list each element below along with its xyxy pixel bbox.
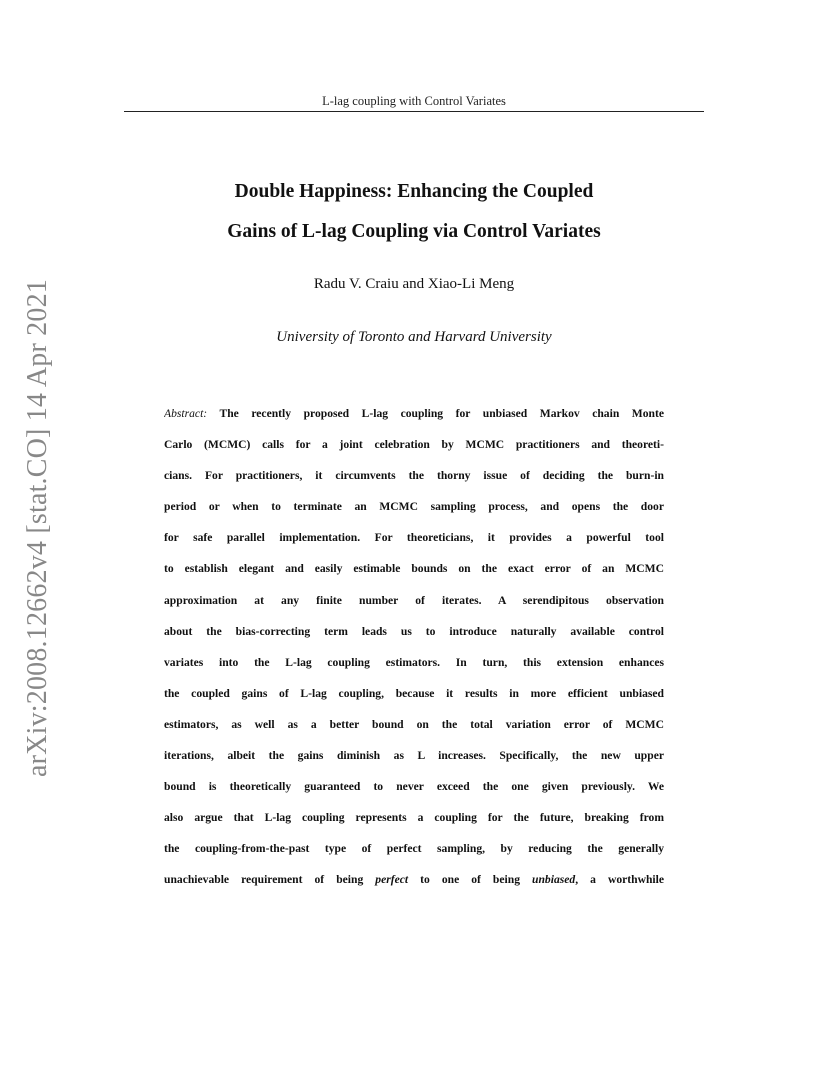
abstract	[164, 398, 664, 896]
abstract-line-text: The recently proposed L-lag coupling for unbiased Markov chain Monte	[219, 407, 664, 420]
title-line-2: Gains of L-lag Coupling via Control Variates	[227, 221, 601, 242]
abstract-line: estimators, as well as a better bound on the total variation error of MCMC	[164, 717, 664, 731]
abstract-emph-perfect: perfect	[375, 873, 409, 887]
abstract-line: iterations, albeit the gains diminish as L increases. Specifically, the new upper	[164, 749, 664, 763]
abstract-line	[164, 398, 664, 429]
abstract-line: period or when to terminate an MCMC sampling process, and opens the door	[164, 500, 664, 514]
arxiv-identifier: arXiv:2008.12662v4 [stat.CO] 14 Apr 2021	[22, 279, 53, 777]
abstract-last-part-3: , a worthwhile	[575, 873, 664, 887]
abstract-line: to establish elegant and easily estimable bounds on the exact error of an MCMC	[164, 562, 664, 576]
abstract-line-last	[164, 864, 664, 895]
header-rule	[124, 111, 704, 112]
abstract-line: the coupled gains of L-lag coupling, because it results in more efficient unbiased	[164, 686, 664, 700]
authors: Radu V. Craiu and Xiao-Li Meng	[313, 276, 515, 292]
abstract-lead: Abstract:	[164, 407, 208, 420]
paper-title	[124, 172, 704, 252]
abstract-last-part-2: to one of being	[408, 873, 533, 887]
abstract-line: also argue that L-lag coupling represents a coupling for the future, breaking from	[164, 811, 664, 825]
abstract-line: about the bias-correcting term leads us to introduce naturally available control	[164, 624, 664, 638]
abstract-line: Carlo (MCMC) calls for a joint celebration by MCMC practitioners and theoreti-	[164, 438, 664, 452]
title-line-1: Double Happiness: Enhancing the Coupled	[234, 181, 594, 202]
affiliation: University of Toronto and Harvard University	[276, 329, 552, 345]
abstract-last-part-1: unachievable requirement of being	[164, 873, 376, 887]
abstract-line: cians. For practitioners, it circumvents the thorny issue of deciding the burn-in	[164, 469, 664, 483]
abstract-line: for safe parallel implementation. For theoreticians, it provides a powerful tool	[164, 531, 664, 545]
abstract-line: approximation at any finite number of iterates. A serendipitous observation	[164, 593, 664, 607]
abstract-line: bound is theoretically guaranteed to never exceed the one given previously. We	[164, 780, 664, 794]
running-header: L-lag coupling with Control Variates	[322, 94, 506, 108]
abstract-line: variates into the L-lag coupling estimators. In turn, this extension enhances	[164, 655, 664, 669]
abstract-line: the coupling-from-the-past type of perfect sampling, by reducing the generally	[164, 842, 664, 856]
abstract-emph-unbiased: unbiased	[532, 873, 576, 887]
